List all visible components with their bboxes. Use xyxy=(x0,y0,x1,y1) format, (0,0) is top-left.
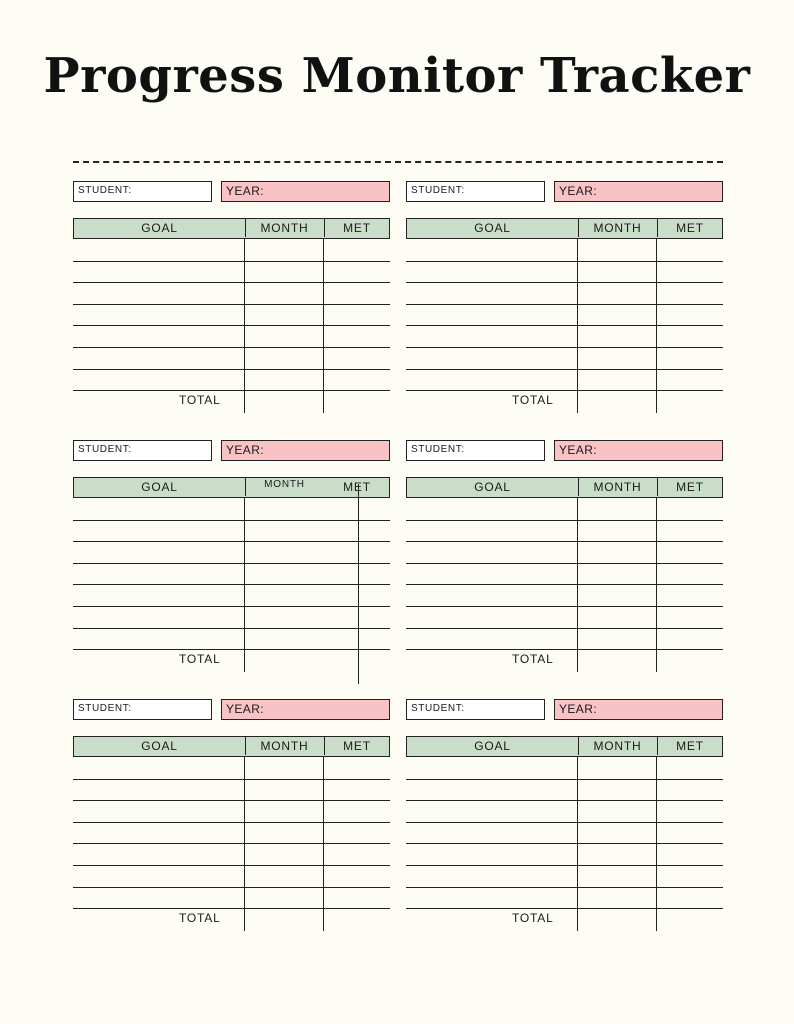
table-header xyxy=(73,477,390,498)
goal-row-2[interactable] xyxy=(73,541,390,542)
met-header: MET xyxy=(343,739,371,753)
met-column-divider xyxy=(323,239,324,413)
table-header xyxy=(73,736,390,757)
year-field[interactable] xyxy=(554,699,723,720)
met-column-divider xyxy=(323,757,324,931)
total-label: TOTAL xyxy=(512,911,554,925)
goal-row-4[interactable] xyxy=(406,843,723,844)
met-header: MET xyxy=(676,221,704,235)
year-label: YEAR: xyxy=(559,184,598,198)
year-label: YEAR: xyxy=(226,443,265,457)
table-header xyxy=(73,218,390,239)
total-label: TOTAL xyxy=(179,911,221,925)
dashed-divider xyxy=(73,161,723,163)
month-header: MONTH xyxy=(593,739,642,753)
year-field[interactable] xyxy=(554,181,723,202)
met-column-divider xyxy=(656,757,657,931)
goal-row-2[interactable] xyxy=(406,541,723,542)
goal-row-7[interactable] xyxy=(73,908,390,909)
goal-header: GOAL xyxy=(474,480,511,494)
goal-row-5[interactable] xyxy=(406,347,723,348)
year-label: YEAR: xyxy=(559,702,598,716)
student-label: STUDENT: xyxy=(411,444,465,455)
goal-row-6[interactable] xyxy=(406,887,723,888)
table-header xyxy=(406,477,723,498)
goal-header: GOAL xyxy=(141,221,178,235)
goal-header: GOAL xyxy=(474,739,511,753)
month-column-divider xyxy=(244,757,245,931)
student-field[interactable] xyxy=(406,181,545,202)
met-header: MET xyxy=(676,739,704,753)
goal-row-1[interactable] xyxy=(73,261,390,262)
student-field[interactable] xyxy=(73,699,212,720)
goal-row-7[interactable] xyxy=(73,390,390,391)
month-header: MONTH xyxy=(593,221,642,235)
goal-row-2[interactable] xyxy=(73,282,390,283)
goal-row-5[interactable] xyxy=(73,606,390,607)
year-field[interactable] xyxy=(221,181,390,202)
month-column-divider xyxy=(577,757,578,931)
student-label: STUDENT: xyxy=(411,185,465,196)
goal-row-4[interactable] xyxy=(73,325,390,326)
goal-row-1[interactable] xyxy=(73,520,390,521)
goal-row-5[interactable] xyxy=(406,865,723,866)
student-label: STUDENT: xyxy=(411,703,465,714)
goal-row-2[interactable] xyxy=(73,800,390,801)
goal-row-1[interactable] xyxy=(406,261,723,262)
met-header: MET xyxy=(343,221,371,235)
met-column-divider xyxy=(358,484,359,684)
goal-row-7[interactable] xyxy=(406,908,723,909)
goal-row-4[interactable] xyxy=(406,584,723,585)
goal-row-6[interactable] xyxy=(406,628,723,629)
goal-row-7[interactable] xyxy=(406,649,723,650)
goal-row-1[interactable] xyxy=(406,520,723,521)
goal-row-7[interactable] xyxy=(73,649,390,650)
goal-row-5[interactable] xyxy=(73,347,390,348)
goal-row-5[interactable] xyxy=(73,865,390,866)
goal-row-3[interactable] xyxy=(406,822,723,823)
goal-row-4[interactable] xyxy=(406,325,723,326)
page-title: Progress Monitor Tracker xyxy=(43,48,751,104)
student-field[interactable] xyxy=(73,181,212,202)
student-field[interactable] xyxy=(406,440,545,461)
goal-row-6[interactable] xyxy=(73,887,390,888)
goal-row-3[interactable] xyxy=(406,304,723,305)
month-column-divider xyxy=(577,239,578,413)
goal-row-6[interactable] xyxy=(73,369,390,370)
met-column-divider xyxy=(656,498,657,672)
goal-row-6[interactable] xyxy=(406,369,723,370)
met-header: MET xyxy=(676,480,704,494)
goal-header: GOAL xyxy=(474,221,511,235)
met-header: MET xyxy=(343,480,371,494)
total-label: TOTAL xyxy=(179,393,221,407)
month-header: MONTH xyxy=(593,480,642,494)
year-field[interactable] xyxy=(554,440,723,461)
goal-row-4[interactable] xyxy=(73,843,390,844)
table-header xyxy=(406,218,723,239)
goal-row-5[interactable] xyxy=(406,606,723,607)
goal-row-2[interactable] xyxy=(406,800,723,801)
goal-row-7[interactable] xyxy=(406,390,723,391)
student-label: STUDENT: xyxy=(78,185,132,196)
student-field[interactable] xyxy=(406,699,545,720)
goal-header: GOAL xyxy=(141,480,178,494)
year-label: YEAR: xyxy=(226,702,265,716)
met-column-divider xyxy=(656,239,657,413)
total-label: TOTAL xyxy=(512,393,554,407)
student-field[interactable] xyxy=(73,440,212,461)
month-column-divider xyxy=(244,498,245,672)
year-label: YEAR: xyxy=(226,184,265,198)
student-label: STUDENT: xyxy=(78,703,132,714)
month-header: MONTH xyxy=(260,739,309,753)
goal-header: GOAL xyxy=(141,739,178,753)
year-field[interactable] xyxy=(221,440,390,461)
month-column-divider xyxy=(244,239,245,413)
goal-row-1[interactable] xyxy=(406,779,723,780)
year-field[interactable] xyxy=(221,699,390,720)
goal-row-1[interactable] xyxy=(73,779,390,780)
month-header: MONTH xyxy=(260,221,309,235)
goal-row-6[interactable] xyxy=(73,628,390,629)
month-header: MONTH xyxy=(264,479,305,490)
total-label: TOTAL xyxy=(179,652,221,666)
table-header xyxy=(406,736,723,757)
goal-row-3[interactable] xyxy=(73,563,390,564)
goal-row-3[interactable] xyxy=(73,304,390,305)
goal-row-3[interactable] xyxy=(73,822,390,823)
goal-row-2[interactable] xyxy=(406,282,723,283)
total-label: TOTAL xyxy=(512,652,554,666)
year-label: YEAR: xyxy=(559,443,598,457)
goal-row-4[interactable] xyxy=(73,584,390,585)
goal-row-3[interactable] xyxy=(406,563,723,564)
month-column-divider xyxy=(577,498,578,672)
student-label: STUDENT: xyxy=(78,444,132,455)
